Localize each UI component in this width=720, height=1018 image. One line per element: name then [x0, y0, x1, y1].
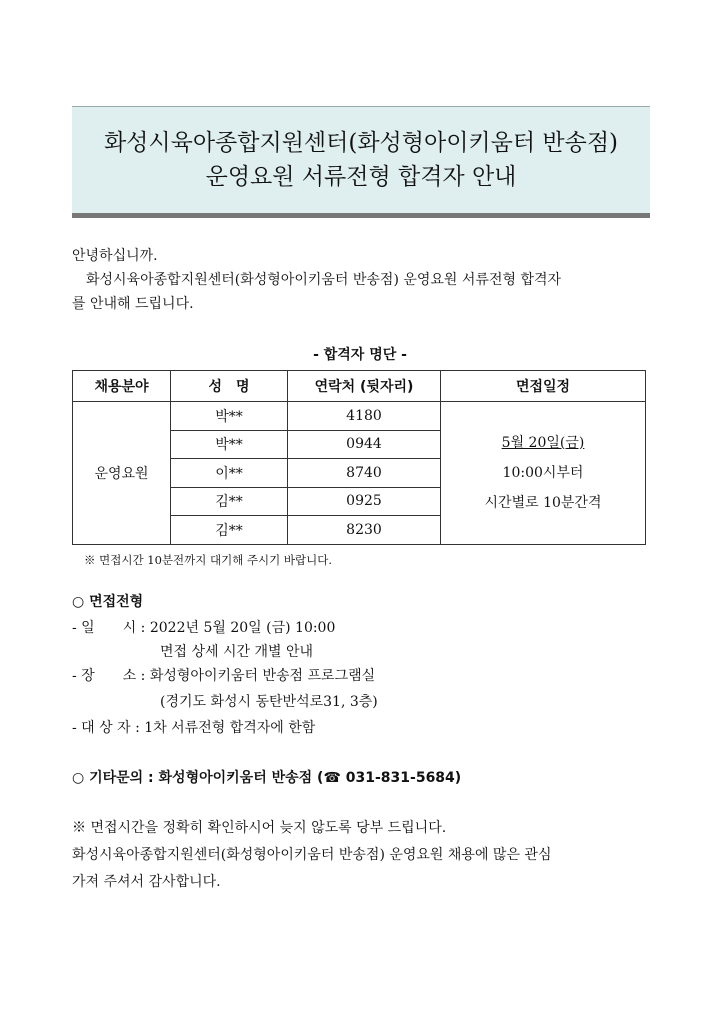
name-cell: 박**: [171, 430, 288, 459]
table-caption: - 합격자 명단 -: [313, 347, 407, 363]
closing-line-1: 화성시육아종합지원센터(화성형아이키움터 반송점) 운영요원 채용에 많은 관심: [72, 847, 552, 863]
applicant-table: [72, 370, 646, 545]
target-value: 1차 서류전형 합격자에 한함: [144, 720, 316, 736]
closing-line-2: 가져 주셔서 감사합니다.: [72, 874, 221, 890]
title-banner: [72, 106, 650, 218]
schedule-interval: 시간별로 10분간격: [484, 494, 602, 511]
interview-target-row: [72, 716, 315, 740]
title-line-2: 운영요원 서류전형 합격자 안내: [205, 164, 517, 190]
phone-cell: 8230: [288, 516, 441, 545]
time-label: - 일 시 :: [72, 620, 150, 636]
schedule-date: 5월 20일(금): [501, 434, 585, 451]
phone-cell: 0944: [288, 430, 441, 459]
name-cell: 이**: [171, 459, 288, 488]
header-field: 채용분야: [73, 371, 171, 402]
schedule-time: 10:00시부터: [502, 464, 584, 481]
header-phone: 연락처 (뒷자리): [288, 371, 441, 402]
table-row: [73, 402, 646, 431]
table-note: ※ 면접시간 10분전까지 대기해 주시기 바랍니다.: [84, 553, 333, 567]
name-cell: 박**: [171, 402, 288, 431]
name-cell: 김**: [171, 516, 288, 545]
title-line-1: 화성시육아종합지원센터(화성형아이키움터 반송점): [103, 130, 619, 156]
phone-cell: 8740: [288, 459, 441, 488]
interview-time-row: [72, 616, 335, 640]
phone-cell: 4180: [288, 402, 441, 431]
intro-line-2: 를 안내해 드립니다.: [72, 296, 194, 312]
closing-note: ※ 면접시간을 정확히 확인하시어 늦지 않도록 당부 드립니다.: [72, 820, 447, 836]
target-label: - 대 상 자 :: [72, 720, 145, 736]
place-sub: (경기도 화성시 동탄반석로31, 3층): [160, 694, 378, 710]
table-header-row: [73, 371, 646, 402]
phone-cell: 0925: [288, 487, 441, 516]
intro-line-1: 화성시육아종합지원센터(화성형아이키움터 반송점) 운영요원 서류전형 합격자: [86, 272, 562, 288]
time-value: 2022년 5월 20일 (금) 10:00: [149, 620, 336, 636]
place-label: - 장 소 :: [72, 668, 150, 684]
interview-place-row: [72, 664, 375, 688]
contact-line: ○ 기타문의 : 화성형아이키움터 반송점 (☎ 031-831-5684): [72, 770, 462, 786]
time-sub: 면접 상세 시간 개별 안내: [160, 644, 314, 660]
place-value: 화성형아이키움터 반송점 프로그램실: [149, 668, 376, 684]
name-cell: 김**: [171, 487, 288, 516]
field-cell: 운영요원: [73, 402, 171, 545]
greeting: 안녕하십니까.: [72, 248, 158, 264]
header-schedule: 면접일정: [441, 371, 646, 402]
schedule-cell: [441, 402, 646, 545]
interview-heading: ○ 면접전형: [72, 594, 144, 610]
header-name: 성 명: [171, 371, 288, 402]
